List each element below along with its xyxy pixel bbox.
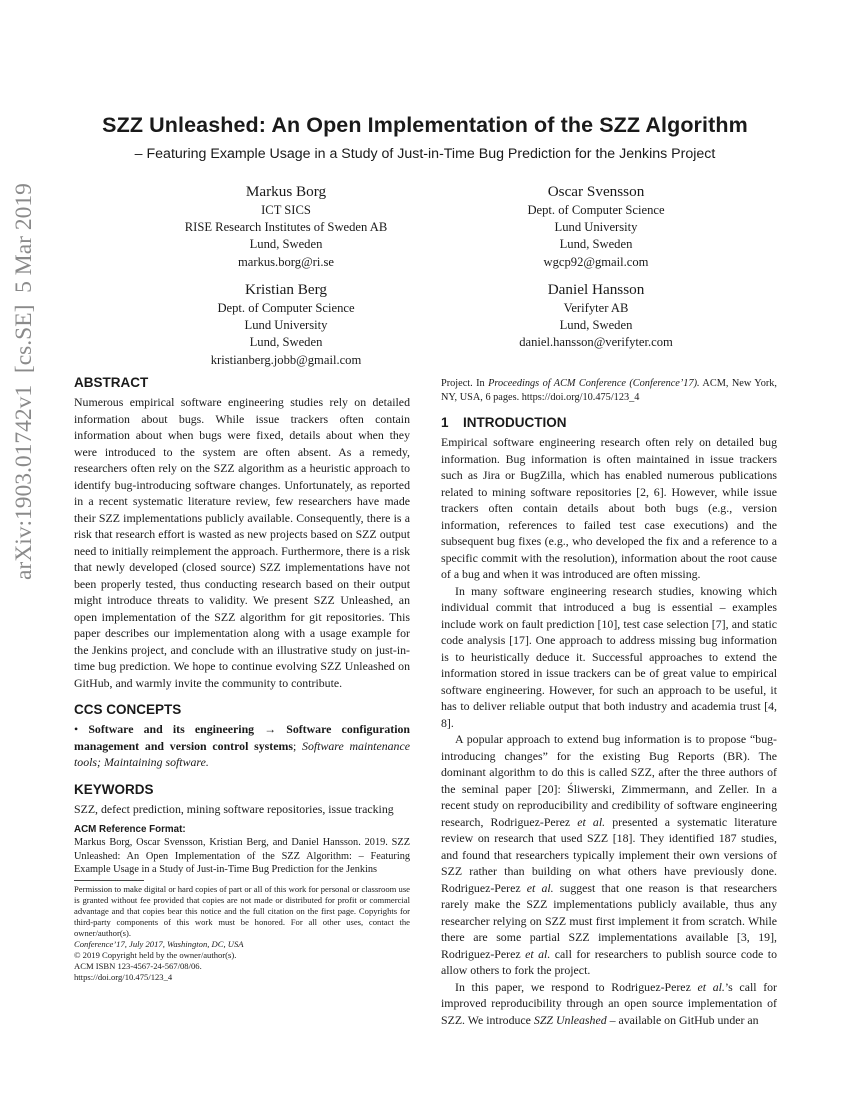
footnote-divider	[74, 880, 144, 881]
author-name: Markus Borg	[245, 183, 327, 200]
section-number: 1	[441, 415, 449, 431]
author-affiliation: Lund University	[244, 318, 328, 333]
left-column	[74, 374, 410, 877]
author-block-2	[446, 182, 746, 271]
keywords-heading: KEYWORDS	[74, 781, 154, 797]
author-affiliation: ICT SICS	[261, 203, 311, 217]
ccs-concepts-text	[74, 721, 410, 771]
paper-subtitle: – Featuring Example Usage in a Study of Just-in-Time Bug Prediction for the Jenkins Project	[134, 146, 716, 162]
ccs-concept-bold: Software and its engineering → Software configuration management and version control systems	[74, 722, 410, 753]
author-location: Lund, Sweden	[559, 318, 633, 333]
author-email: wgcp92@gmail.com	[543, 254, 649, 269]
author-name: Daniel Hansson	[547, 281, 645, 298]
author-name: Oscar Svensson	[547, 183, 645, 200]
author-affiliation: RISE Research Institutes of Sweden AB	[184, 220, 388, 235]
section-title: INTRODUCTION	[463, 415, 567, 431]
permission-notice	[74, 884, 410, 983]
ccs-bullet: •	[74, 722, 79, 736]
author-affiliation: Dept. of Computer Science	[217, 301, 355, 315]
intro-paragraph-3: A popular approach to extend bug information is to propose “bug-introducing changes” for the existing Bug Reports (BR). The dominant algorithm to do this is called SZZ, after the three authors of the seminal paper [20]: Śliwerski, Zimmermann, and Zeller. In a recent study on reproducibility and credibility of software engineering research, Rodriguez-Perez et al. presented a systematic literature review on research that used SZZ [18]. They identified 187 studies, and found that researchers typically implement their own versions of SZZ rather than building on what others have previously done. Rodriguez-Perez et al. suggest that one reason is that researchers rarely make the SZZ implementations publicly available, thus any researcher relying on SZZ must first implement it from scratch. While there are some partial SZZ implementations available [3, 19], Rodriguez-Perez et al. call for researchers to publish source code to allow others to fork the project.	[441, 732, 777, 978]
introduction-heading	[441, 414, 777, 432]
permission-text: Permission to make digital or hard copies of part or all of this work for personal or classroom use is granted without fee provided that copies are not made or distributed for profit or commercial advantage and that copies bear this notice and the full citation on the first page. Copyrights for third-party components of this work must be honored. For all other uses, contact the owner/author(s).	[74, 884, 410, 938]
ccs-concept-italic: Software maintenance tools; Maintaining software.	[74, 738, 410, 769]
author-block-4	[446, 280, 746, 352]
intro-paragraph-1: Empirical software engineering research often rely on detailed bug information. Bug information is often maintained in issue trackers such as Jira or BugZilla, which has enabled numerous publications related to mining software repositories [2, 6]. However, while issue trackers often contain details about both bugs (e.g., version information, references to failed test case executions) and the subsequent bug fixes (e.g., who developed the fix and a reference to a specific commit with the resolution), information about the root cause of a bug and when it was introduced are often missing.	[441, 435, 777, 582]
author-block-3	[136, 280, 436, 369]
abstract-heading: ABSTRACT	[74, 375, 149, 390]
conference-info: Conference’17, July 2017, Washington, DC, USA	[74, 939, 244, 949]
author-name: Kristian Berg	[245, 281, 327, 298]
ccs-concepts-heading: CCS CONCEPTS	[74, 702, 182, 717]
acm-reference-heading: ACM Reference Format:	[74, 824, 186, 835]
right-column	[441, 377, 777, 1028]
arxiv-identifier-stamp: arXiv:1903.01742v1 [cs.SE] 5 Mar 2019	[11, 183, 37, 580]
author-location: Lund, Sweden	[249, 237, 323, 252]
author-location: Lund, Sweden	[249, 335, 323, 350]
author-email: markus.borg@ri.se	[237, 254, 334, 269]
isbn-line: ACM ISBN 123-4567-24-567/08/06.	[74, 961, 202, 971]
doi-line: https://doi.org/10.475/123_4	[74, 972, 173, 982]
author-email: kristianberg.jobb@gmail.com	[210, 352, 362, 367]
author-affiliation: Dept. of Computer Science	[527, 203, 665, 217]
abstract-text: Numerous empirical software engineering studies rely on detailed information about bugs. While issue trackers often contain information about when bugs were fixed, details about when they were introduced to the system are often absent. As a remedy, researchers often rely on the SZZ algorithm as a heuristic approach to identify bug-introducing software changes. Unfortunately, as reported in a recent systematic literature review, few researchers have made their SZZ implementations publicly available. Consequently, there is a risk that research effort is wasted as new projects based on SZZ output need to initially reimplement the approach. Furthermore, there is a risk that newly developed (closed source) SZZ implementations have not been properly tested, thus conducting research based on their output might introduce threats to validity. We present SZZ Unleashed, an open implementation of the SZZ algorithm for git repositories. This paper describes our implementation along with a usage example for the Jenkins project, and conclude with an illustrative study on just-in-time bug prediction. We hope to continue evolving SZZ Unleashed on GitHub, and warmly invite the community to contribute.	[74, 395, 410, 690]
acm-reference-continued: Project. In Proceedings of ACM Conference (Conference’17). ACM, New York, NY, USA, 6 pages. https://doi.org/10.475/123_4	[441, 378, 777, 403]
author-affiliation: Lund University	[554, 220, 638, 235]
paper-title: SZZ Unleashed: An Open Implementation of the SZZ Algorithm	[102, 113, 748, 137]
author-affiliation: Verifyter AB	[563, 301, 629, 315]
copyright-line: © 2019 Copyright held by the owner/author(s).	[74, 950, 237, 960]
ccs-separator: ;	[292, 738, 303, 753]
author-block-1	[136, 182, 436, 271]
intro-paragraph-2: In many software engineering research studies, knowing which individual commit that introduced a bug is essential – examples include work on fault prediction [10], test case selection [7], and static code analysis [17]. One approach to address missing bug information is to heuristically deduce it. Successful approaches to extend the information stored in issue trackers can be of great value to empirical software engineering. However, for such an approach to be useful, it has to deliver reliable output that both industry and academia trust [4, 8].	[441, 583, 777, 730]
acm-reference-text: Markus Borg, Oscar Svensson, Kristian Berg, and Daniel Hansson. 2019. SZZ Unleashed: An Open Implementation of the SZZ Algorithm: – Featuring Example Usage in a Study of Just-in-Time Bug Prediction for the Jenkins	[74, 837, 410, 876]
intro-paragraph-4: In this paper, we respond to Rodriguez-Perez et al.’s call for improved reproducibility through an open source implementation of SZZ. We introduce SZZ Unleashed – available on GitHub under an	[441, 979, 777, 1027]
author-location: Lund, Sweden	[559, 237, 633, 252]
keywords-text: SZZ, defect prediction, mining software repositories, issue tracking	[74, 801, 394, 816]
author-email: daniel.hansson@verifyter.com	[519, 335, 673, 350]
